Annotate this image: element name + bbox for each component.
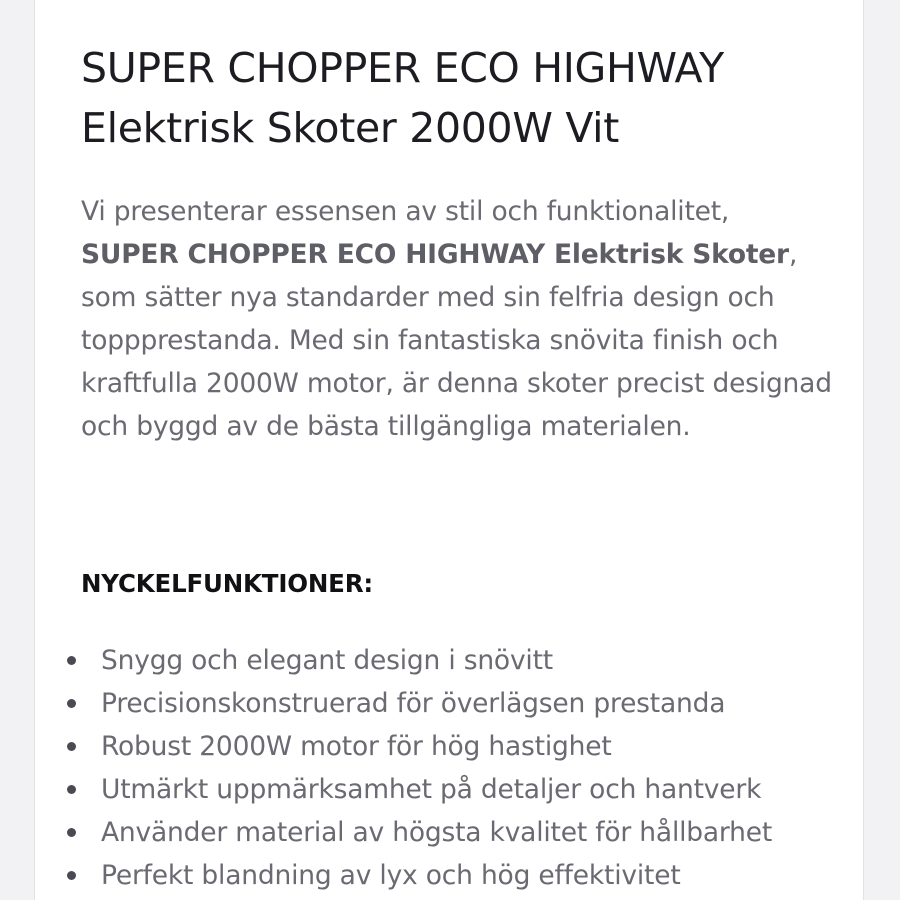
feature-item — [59, 854, 849, 897]
feature-text: Snygg och elegant design i snövitt — [101, 645, 553, 676]
product-title — [81, 38, 841, 158]
product-intro-paragraph — [81, 190, 851, 448]
features-heading: NYCKELFUNKTIONER: — [81, 569, 373, 598]
intro-text-end: , som sätter nya standarder med sin felfria design och toppprestanda. Med sin fantastiska snövita finish och kraftfulla 2000W motor, är denna skoter precist designad och byggd av de bästa tillgängliga materialen. — [81, 239, 832, 442]
bullet-icon — [67, 742, 76, 751]
feature-item — [59, 725, 849, 768]
product-title-line2: Elektrisk Skoter 2000W Vit — [81, 104, 620, 152]
intro-product-name: SUPER CHOPPER ECO HIGHWAY Elektrisk Skoter — [81, 239, 789, 270]
bullet-icon — [67, 699, 76, 708]
feature-item — [59, 768, 849, 811]
feature-item — [59, 811, 849, 854]
feature-text: Använder material av högsta kvalitet för hållbarhet — [101, 817, 773, 848]
bullet-icon — [67, 828, 76, 837]
feature-text: Perfekt blandning av lyx och hög effektivitet — [101, 860, 681, 891]
features-list — [59, 639, 849, 897]
product-title-line1: SUPER CHOPPER ECO HIGHWAY — [81, 44, 724, 92]
feature-text: Robust 2000W motor för hög hastighet — [101, 731, 612, 762]
feature-text: Utmärkt uppmärksamhet på detaljer och hantverk — [101, 774, 762, 805]
bullet-icon — [67, 785, 76, 794]
bullet-icon — [67, 656, 76, 665]
feature-item — [59, 639, 849, 682]
feature-text: Precisionskonstruerad för överlägsen prestanda — [101, 688, 726, 719]
intro-text-start: Vi presenterar essensen av stil och funktionalitet, — [81, 196, 730, 227]
bullet-icon — [67, 871, 76, 880]
product-description-panel — [34, 0, 864, 900]
feature-item — [59, 682, 849, 725]
